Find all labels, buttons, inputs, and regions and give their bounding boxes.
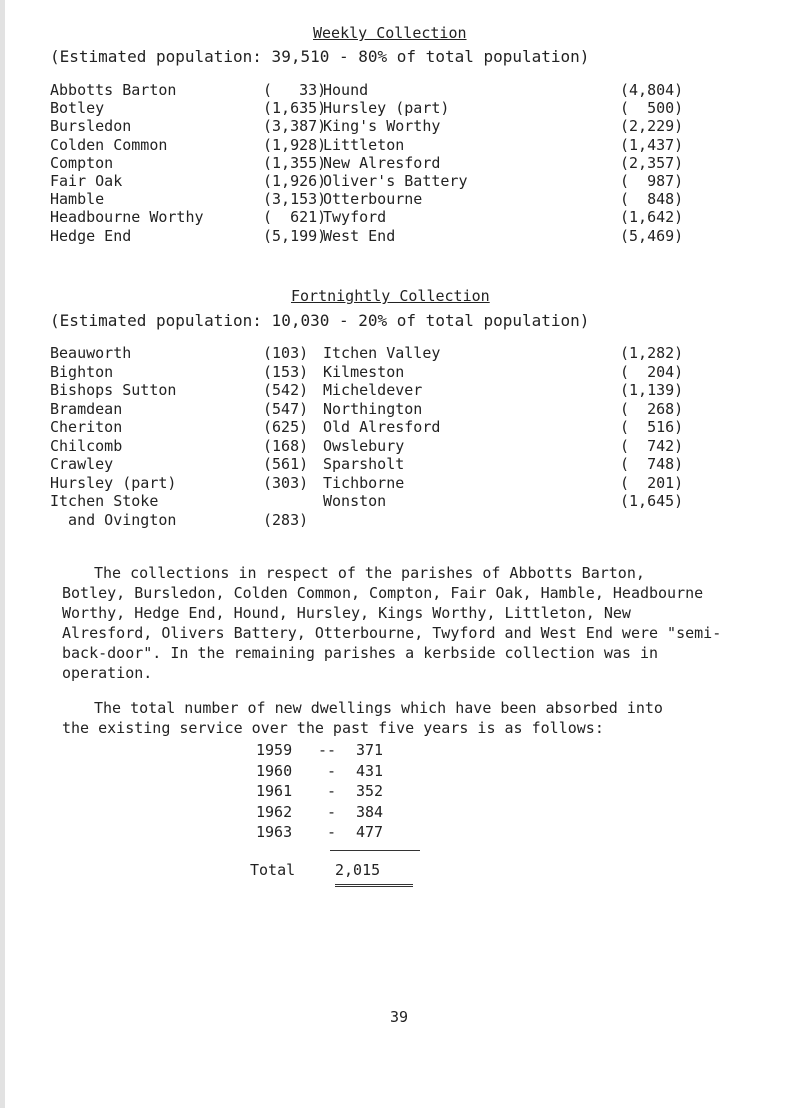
paragraph-collections: The collections in respect of the parishes of Abbotts Barton, Botley, Bursledon, Colden Common, Compton, Fair Oak, Hamble, Headbourne Worthy, Hedge End, Hound, Hursley, Kings Worthy, Littleton, New Alresford, Olivers Battery, Otterbourne, Twyford and West End were "semi- back-door". In the remaining parishes a kerbside collection was in operation. [62,564,722,682]
parish-name: Headbourne Worthy [50,208,204,227]
dwelling-dash: -- [317,741,336,759]
parish-population: (1,282) [620,344,684,362]
dwelling-year: 1960 [256,761,293,780]
parish-name: Hound [323,81,369,99]
total-value: 2,015 [335,861,381,879]
parish-name: Chilcomb [50,436,123,455]
dwelling-count: 477 [356,823,384,841]
parish-population: (153) [263,362,309,381]
total-label: Total [250,861,296,879]
parish-name: Littleton [323,135,405,154]
parish-population: (2,357) [620,153,684,172]
parish-population: (168) [263,436,309,455]
parish-name: Bursledon [50,117,132,136]
weekly-subtitle: (Estimated population: 39,510 - 80% of total population) [50,47,590,66]
parish-name: Abbotts Barton [50,81,177,99]
dwelling-count: 431 [356,761,384,780]
parish-name: Crawley [50,455,114,473]
parish-population: ( 204) [620,362,684,381]
parish-name: Northington [323,399,423,418]
dwelling-dash: - [326,782,336,800]
parish-name: Colden Common [50,135,168,154]
parish-population: ( 268) [620,399,684,418]
parish-population: (1,928) [263,135,327,154]
parish-population: (542) [263,381,309,399]
parish-population: (625) [263,418,309,436]
parish-name: Compton [50,153,114,172]
dwelling-dash: - [326,761,336,780]
parish-population: (1,645) [620,492,684,510]
parish-population: (1,642) [620,208,684,227]
parish-population: (3,387) [263,117,327,136]
parish-name: Kilmeston [323,362,405,381]
parish-name: Sparsholt [323,455,405,473]
parish-name: Bighton [50,362,114,381]
parish-population: (1,355) [263,153,327,172]
parish-population: ( 848) [620,190,684,209]
parish-name: Old Alresford [323,418,441,436]
parish-population: ( 33) [263,81,327,99]
parish-population: (103) [263,344,309,362]
parish-population: (283) [263,510,309,529]
parish-population: ( 987) [620,172,684,190]
parish-name: Oliver's Battery [323,172,468,190]
dwelling-year: 1959 [256,741,293,759]
parish-name: Itchen Stoke [50,492,159,510]
parish-population: (561) [263,455,309,473]
parish-population: (1,437) [620,135,684,154]
parish-population: (3,153) [263,190,327,209]
parish-name: Tichborne [323,473,405,492]
parish-population: (2,229) [620,117,684,136]
parish-population: (1,635) [263,99,327,118]
parish-name: Fair Oak [50,172,123,190]
parish-population: ( 748) [620,455,684,473]
parish-name: Botley [50,99,105,118]
parish-population: ( 516) [620,418,684,436]
parish-name: West End [323,226,396,245]
parish-population: (547) [263,399,309,418]
parish-name: King's Worthy [323,117,441,136]
parish-name: and Ovington [50,510,177,529]
parish-population: ( 742) [620,436,684,455]
weekly-heading: Weekly Collection [313,24,467,42]
parish-name: Twyford [323,208,387,227]
parish-name: Cheriton [50,418,123,436]
page-number: 39 [390,1008,409,1026]
parish-name: Micheldever [323,381,423,399]
parish-name: Wonston [323,492,387,510]
parish-population: (5,199) [263,226,327,245]
dwelling-count: 371 [356,741,384,759]
parish-name: New Alresford [323,153,441,172]
fortnightly-subtitle: (Estimated population: 10,030 - 20% of total population) [50,311,590,330]
parish-population: (303) [263,473,309,492]
parish-name: Bishops Sutton [50,381,177,399]
subtotal-rule [330,850,420,851]
parish-population: ( 500) [620,99,684,118]
dwelling-year: 1963 [256,823,293,841]
parish-name: Beauworth [50,344,132,362]
fortnightly-heading: Fortnightly Collection [291,287,490,305]
parish-population: (4,804) [620,81,684,99]
parish-population: (1,926) [263,172,327,190]
parish-name: Bramdean [50,399,123,418]
parish-name: Hedge End [50,226,132,245]
total-double-rule [335,884,413,887]
dwelling-year: 1962 [256,802,293,821]
scan-edge-shadow [0,0,5,1108]
parish-name: Hursley (part) [323,99,450,118]
parish-population: ( 621) [263,208,327,227]
dwelling-count: 384 [356,802,384,821]
parish-population: ( 201) [620,473,684,492]
parish-name: Otterbourne [323,190,423,209]
parish-population: (1,139) [620,381,684,399]
parish-name: Itchen Valley [323,344,441,362]
dwelling-dash: - [326,823,336,841]
parish-name: Hamble [50,190,105,209]
dwelling-year: 1961 [256,782,293,800]
paragraph-dwellings: The total number of new dwellings which have been absorbed into the existing service over the past five years is as follows: [62,699,663,737]
dwelling-dash: - [326,802,336,821]
parish-name: Owslebury [323,436,405,455]
dwelling-count: 352 [356,782,384,800]
parish-name: Hursley (part) [50,473,177,492]
parish-population: (5,469) [620,226,684,245]
